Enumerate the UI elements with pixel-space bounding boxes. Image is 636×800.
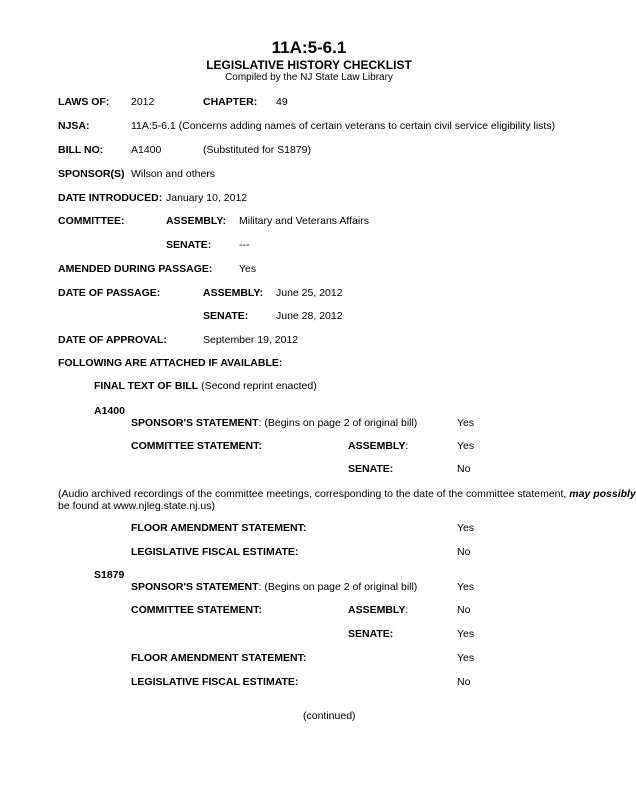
final-text-note: (Second reprint enacted) <box>201 380 317 392</box>
following-heading: FOLLOWING ARE ATTACHED IF AVAILABLE: <box>58 357 283 369</box>
s1879-floor-label: FLOOR AMENDMENT STATEMENT: <box>131 652 307 664</box>
a1400-assembly-colon: : <box>405 440 409 452</box>
s1879-sponsor-label: SPONSOR'S STATEMENT <box>131 581 259 593</box>
date-of-passage-label: DATE OF PASSAGE: <box>58 287 161 299</box>
committee-assembly-value: Military and Veterans Affairs <box>239 215 369 227</box>
passage-assembly-label: ASSEMBLY: <box>203 287 264 299</box>
a1400-sponsor-row <box>131 417 417 430</box>
s1879-sponsor-value: Yes <box>457 581 475 593</box>
a1400-sponsor-note: : (Begins on page 2 of original bill) <box>258 417 418 429</box>
passage-senate-value: June 28, 2012 <box>276 310 343 322</box>
final-text-label: FINAL TEXT OF BILL <box>94 380 199 392</box>
committee-assembly-label: ASSEMBLY: <box>166 215 227 227</box>
s1879-senate-label: SENATE: <box>348 628 394 640</box>
continued-note: (continued) <box>303 710 356 722</box>
s1879-floor-value: Yes <box>457 652 475 664</box>
page-subtitle: Compiled by the NJ State Law Library <box>225 72 393 83</box>
s1879-bill-label: S1879 <box>94 569 125 581</box>
date-of-approval-value: September 19, 2012 <box>203 334 299 346</box>
date-introduced-value: January 10, 2012 <box>166 192 248 204</box>
laws-of-value: 2012 <box>131 96 155 108</box>
a1400-senate-label: SENATE: <box>348 463 394 475</box>
bill-no-label: BILL NO: <box>58 144 104 156</box>
a1400-assembly-label: ASSEMBLY <box>348 440 406 452</box>
bill-no-note: (Substituted for S1879) <box>203 144 311 156</box>
date-of-approval-label: DATE OF APPROVAL: <box>58 334 167 346</box>
a1400-floor-label: FLOOR AMENDMENT STATEMENT: <box>131 522 307 534</box>
a1400-committee-label: COMMITTEE STATEMENT: <box>131 440 262 452</box>
amended-label: AMENDED DURING PASSAGE: <box>58 263 213 275</box>
chapter-label: CHAPTER: <box>203 96 258 108</box>
a1400-assembly-value: Yes <box>457 440 475 452</box>
committee-senate-label: SENATE: <box>166 239 212 251</box>
s1879-assembly-label: ASSEMBLY <box>348 604 406 616</box>
passage-senate-label: SENATE: <box>203 310 249 322</box>
a1400-senate-value: No <box>457 463 471 475</box>
njsa-value: 11A:5-6.1 (Concerns adding names of certain veterans to certain civil service eligibility lists) <box>131 120 556 132</box>
s1879-senate-value: Yes <box>457 628 475 640</box>
s1879-assembly-colon: : <box>405 604 409 616</box>
bill-no-value: A1400 <box>131 144 162 156</box>
njsa-label: NJSA: <box>58 120 90 132</box>
sponsor-value: Wilson and others <box>131 168 216 180</box>
audio-note-text: (Audio archived recordings of the committee meetings, corresponding to the date of the committee statement, <box>58 488 570 500</box>
laws-of-label: LAWS OF: <box>58 96 110 108</box>
s1879-fiscal-value: No <box>457 676 471 688</box>
s1879-fiscal-label: LEGISLATIVE FISCAL ESTIMATE: <box>131 676 299 688</box>
date-introduced-label: DATE INTRODUCED: <box>58 192 163 204</box>
amended-value: Yes <box>239 263 257 275</box>
committee-senate-value: --- <box>239 239 250 251</box>
a1400-fiscal-label: LEGISLATIVE FISCAL ESTIMATE: <box>131 546 299 558</box>
s1879-sponsor-note: : (Begins on page 2 of original bill) <box>258 581 418 593</box>
passage-assembly-value: June 25, 2012 <box>276 287 343 299</box>
final-text-row <box>94 380 317 393</box>
audio-note-emphasis: may possibly <box>569 488 636 500</box>
s1879-assembly-value: No <box>457 604 471 616</box>
a1400-floor-value: Yes <box>457 522 475 534</box>
a1400-bill-label: A1400 <box>94 405 125 417</box>
chapter-value: 49 <box>276 96 288 108</box>
a1400-sponsor-label: SPONSOR'S STATEMENT <box>131 417 259 429</box>
sponsor-label: SPONSOR(S) <box>58 168 125 180</box>
page-title: LEGISLATIVE HISTORY CHECKLIST <box>206 58 412 72</box>
a1400-fiscal-value: No <box>457 546 471 558</box>
a1400-assembly-row <box>348 440 408 453</box>
s1879-committee-label: COMMITTEE STATEMENT: <box>131 604 262 616</box>
s1879-sponsor-row <box>131 581 417 594</box>
a1400-sponsor-value: Yes <box>457 417 475 429</box>
committee-label: COMMITTEE: <box>58 215 125 227</box>
audio-note-line2: be found at www.njleg.state.nj.us) <box>58 500 216 512</box>
s1879-assembly-row <box>348 604 408 617</box>
page-code: 11A:5-6.1 <box>271 38 347 57</box>
